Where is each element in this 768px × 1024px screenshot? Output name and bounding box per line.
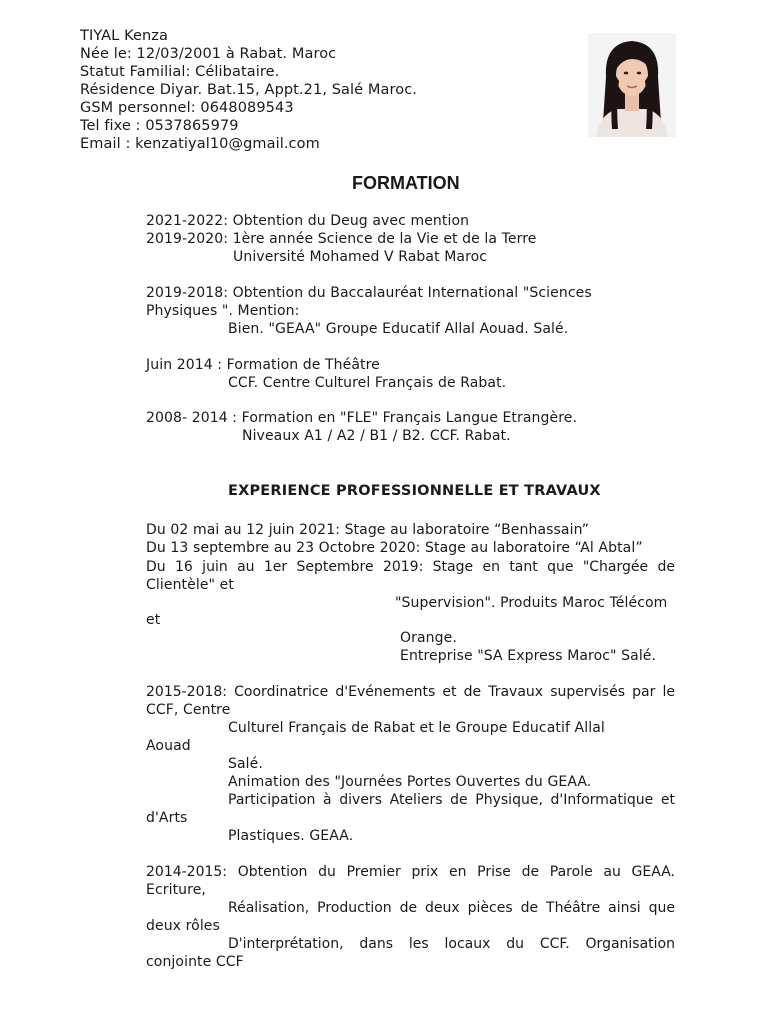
landline-phone: Tel fixe : 0537865979	[80, 118, 239, 134]
experience-line: 2015-2018: Coordinatrice d'Evénements et de Travaux supervisés par le	[146, 684, 675, 700]
experience-line: Du 16 juin au 1er Septembre 2019: Stage en tant que "Chargée de	[146, 559, 675, 575]
experience-line: Entreprise "SA Express Maroc" Salé.	[400, 648, 657, 664]
formation-line: Niveaux A1 / A2 / B1 / B2. CCF. Rabat.	[242, 428, 511, 444]
experience-line: Ecriture,	[146, 882, 206, 898]
experience-line: Aouad	[146, 738, 191, 754]
gsm-phone: GSM personnel: 0648089543	[80, 100, 294, 116]
experience-line: Orange.	[400, 630, 457, 646]
marital-status: Statut Familial: Célibataire.	[80, 64, 280, 80]
formation-line: Physiques ". Mention:	[146, 303, 300, 319]
experience-line: D'interprétation, dans les locaux du CCF. Organisation	[228, 936, 675, 952]
experience-line: 2014-2015: Obtention du Premier prix en Prise de Parole au GEAA.	[146, 864, 675, 880]
formation-line: Bien. "GEAA" Groupe Educatif Allal Aouad. Salé.	[228, 321, 569, 337]
formation-line: Université Mohamed V Rabat Maroc	[233, 249, 488, 265]
experience-line: "Supervision". Produits Maroc Télécom	[395, 595, 668, 611]
formation-line: 2008- 2014 : Formation en "FLE" Français Langue Etrangère.	[146, 410, 578, 426]
formation-line: Juin 2014 : Formation de Théâtre	[146, 357, 380, 373]
experience-line: Culturel Français de Rabat et le Groupe Educatif Allal	[228, 720, 605, 736]
email: Email : kenzatiyal10@gmail.com	[80, 136, 320, 152]
experience-line: Réalisation, Production de deux pièces de Théâtre ainsi que	[228, 900, 675, 916]
formation-line: 2019-2020: 1ère année Science de la Vie et de la Terre	[146, 231, 537, 247]
experience-line: Plastiques. GEAA.	[228, 828, 354, 844]
address: Résidence Diyar. Bat.15, Appt.21, Salé Maroc.	[80, 82, 417, 98]
formation-line: 2021-2022: Obtention du Deug avec mention	[146, 213, 470, 229]
experience-title: EXPERIENCE PROFESSIONNELLE ET TRAVAUX	[228, 483, 601, 499]
formation-title: FORMATION	[352, 173, 460, 193]
name: TIYAL Kenza	[80, 28, 168, 44]
experience-line: deux rôles	[146, 918, 220, 934]
experience-line: Salé.	[228, 756, 263, 772]
experience-line: Animation des "Journées Portes Ouvertes du GEAA.	[228, 774, 592, 790]
experience-line: Participation à divers Ateliers de Physique, d'Informatique et	[228, 792, 675, 808]
birth-info: Née le: 12/03/2001 à Rabat. Maroc	[80, 46, 337, 62]
experience-line: conjointe CCF	[146, 954, 244, 970]
experience-line: Clientèle" et	[146, 577, 234, 593]
formation-line: 2019-2018: Obtention du Baccalauréat International "Sciences	[146, 285, 592, 301]
experience-line: CCF, Centre	[146, 702, 231, 718]
experience-line: et	[146, 612, 161, 628]
portrait-photo	[588, 33, 676, 137]
experience-line: Du 13 septembre au 23 Octobre 2020: Stage au laboratoire “Al Abtal”	[146, 540, 643, 556]
experience-line: Du 02 mai au 12 juin 2021: Stage au laboratoire “Benhassain”	[146, 522, 590, 538]
experience-line: d'Arts	[146, 810, 188, 826]
formation-line: CCF. Centre Culturel Français de Rabat.	[228, 375, 507, 391]
